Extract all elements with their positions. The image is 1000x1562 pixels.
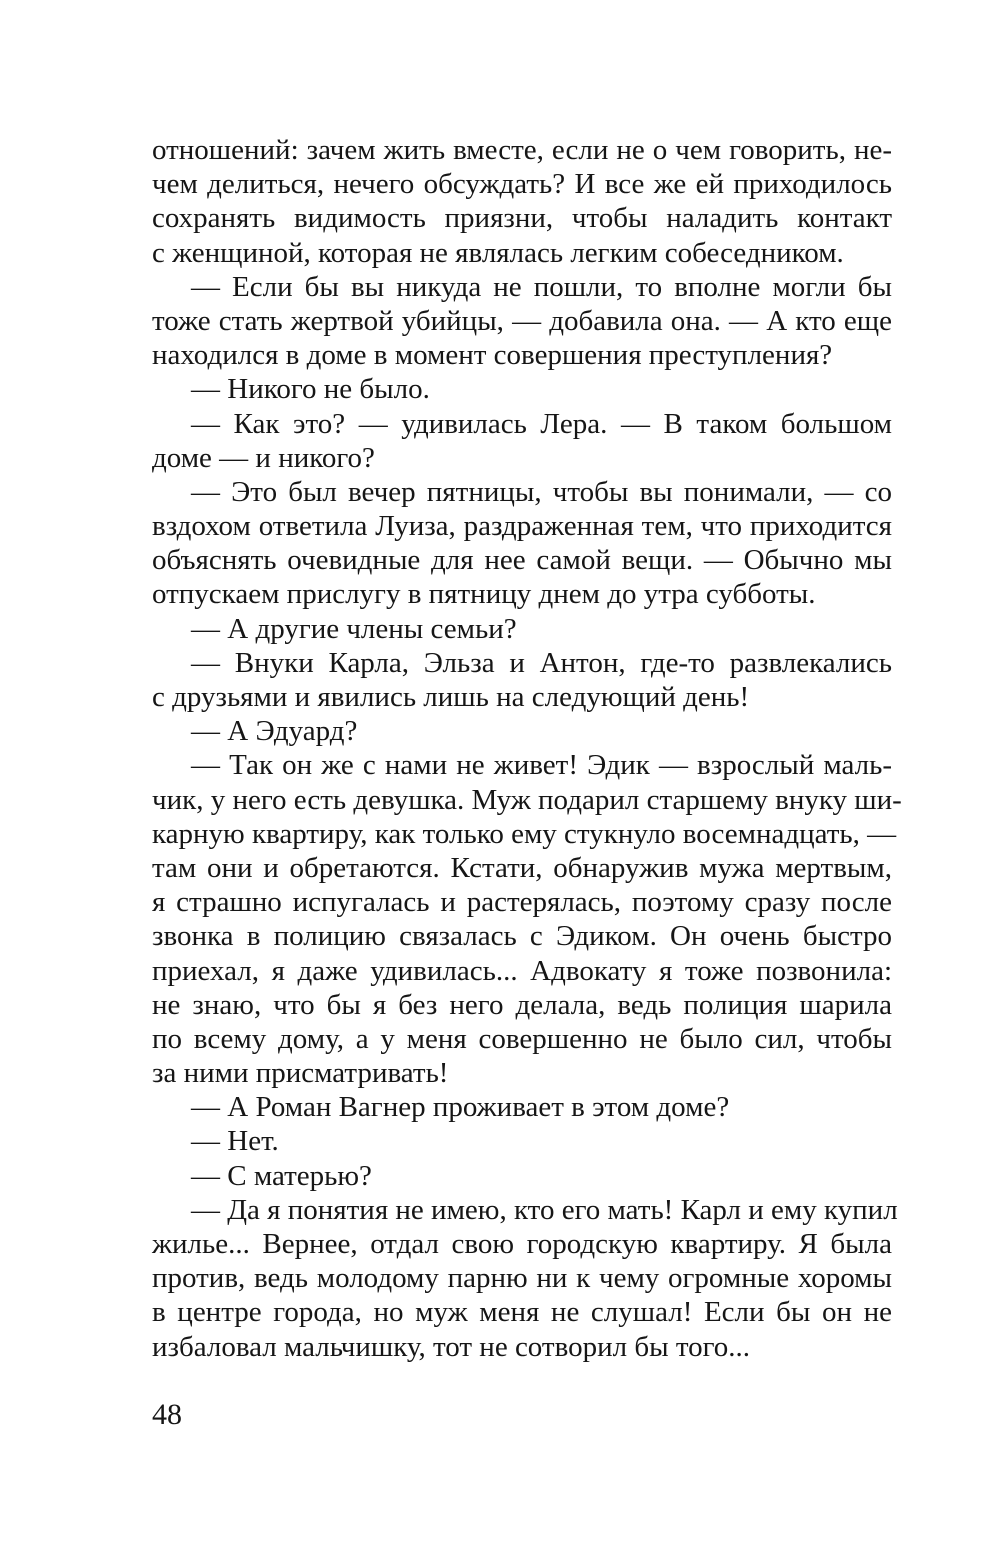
text-line: отношений: зачем жить вместе, если не о чем говорить, не- bbox=[152, 134, 892, 166]
text-line: доме — и никого? bbox=[152, 441, 375, 474]
text-line: по всему дому, а у меня совершенно не было сил, чтобы bbox=[152, 1022, 892, 1055]
text-line: не знаю, что бы я без него делала, ведь полиция шарила bbox=[152, 988, 892, 1021]
text-line: — Никого не было. bbox=[191, 373, 430, 406]
text-line: я страшно испугалась и растерялась, поэтому сразу после bbox=[152, 886, 892, 919]
text-line: находился в доме в момент совершения преступления? bbox=[152, 339, 833, 372]
text-line: — Так он же с нами не живет! Эдик — взрослый маль- bbox=[191, 749, 892, 782]
body-text bbox=[152, 133, 902, 1364]
text-line: — А Роман Вагнер проживает в этом доме? bbox=[191, 1091, 730, 1124]
text-line: — Да я понятия не имею, кто его мать! Карл и ему купил bbox=[191, 1193, 898, 1226]
text-line: с женщиной, которая не являлась легким собеседником. bbox=[152, 236, 844, 269]
text-line: в центре города, но муж меня не слушал! Если бы он не bbox=[152, 1296, 892, 1329]
text-line: чем делиться, нечего обсуждать? И все же ей приходилось bbox=[152, 168, 892, 201]
text-line: сохранять видимость приязни, чтобы наладить контакт bbox=[152, 202, 892, 235]
text-line: — Нет. bbox=[191, 1125, 279, 1158]
text-line: — С матерью? bbox=[191, 1159, 372, 1192]
text-line: за ними присматривать! bbox=[152, 1057, 449, 1090]
text-line: чик, у него есть девушка. Муж подарил старшему внуку ши- bbox=[152, 783, 902, 816]
text-line: с друзьями и явились лишь на следующий день! bbox=[152, 681, 750, 713]
text-line: звонка в полицию связалась с Эдиком. Он очень быстро bbox=[152, 920, 892, 953]
text-line: отпускаем прислугу в пятницу днем до утра субботы. bbox=[152, 578, 816, 611]
text-line: избаловал мальчишку, тот не сотворил бы того... bbox=[152, 1330, 751, 1363]
text-line: — Как это? — удивилась Лера. — В таком большом bbox=[191, 407, 892, 440]
text-line: объяснять очевидные для нее самой вещи. — Обычно мы bbox=[152, 544, 892, 577]
text-line: вздохом ответила Луиза, раздраженная тем, что приходится bbox=[152, 510, 892, 543]
text-line: тоже стать жертвой убийцы, — добавила она. — А кто еще bbox=[152, 304, 892, 337]
text-line: там они и обретаются. Кстати, обнаружив мужа мертвым, bbox=[152, 851, 892, 884]
text-line: — Если бы вы никуда не пошли, то вполне могли бы bbox=[191, 270, 892, 303]
text-line: приехал, я даже удивилась... Адвокату я тоже позвонила: bbox=[152, 954, 892, 987]
text-line: против, ведь молодому парню ни к чему огромные хоромы bbox=[152, 1262, 892, 1295]
text-line: карную квартиру, как только ему стукнуло восемнадцать, — bbox=[152, 817, 897, 850]
page-number: 48 bbox=[152, 1398, 182, 1431]
text-line: — А другие члены семьи? bbox=[191, 612, 517, 645]
text-line: — А Эдуард? bbox=[191, 715, 358, 748]
text-line: жилье... Вернее, отдал свою городскую квартиру. Я была bbox=[152, 1228, 892, 1260]
text-line: — Внуки Карла, Эльза и Антон, где-то развлекались bbox=[191, 646, 892, 679]
text-line: — Это был вечер пятницы, чтобы вы понимали, — со bbox=[191, 475, 892, 508]
